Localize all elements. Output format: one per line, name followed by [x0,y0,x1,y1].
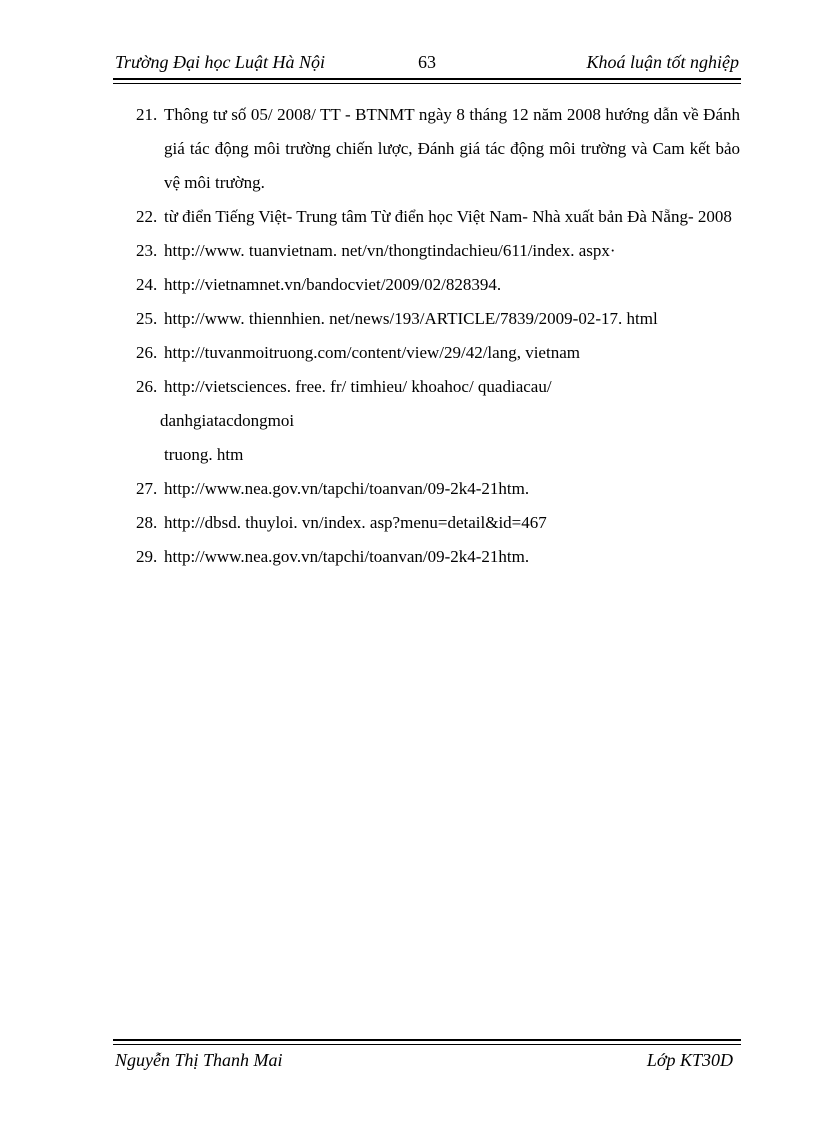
reference-number: 28. [136,513,158,532]
reference-text: http://vietnamnet.vn/bandocviet/2009/02/828394. [164,275,502,294]
reference-item [136,540,740,574]
reference-text: Thông tư số 05/ 2008/ TT - BTNMT ngày 8 tháng 12 năm 2008 hướng dẫn về Đánh giá tác động môi trường chiến lược, Đánh giá tác động môi trường và Cam kết bảo vệ môi trường. [164,105,740,192]
reference-text: http://www.nea.gov.vn/tapchi/toanvan/09-2k4-21htm. [164,547,530,566]
reference-item [136,234,740,268]
reference-number: 22. [136,207,158,226]
reference-text: http://dbsd. thuyloi. vn/index. asp?menu=detail&id=467 [164,513,547,532]
reference-continuation: truong. htm [164,445,244,464]
reference-number: 26. [136,343,158,362]
reference-item [136,268,740,302]
footer-author-name: Nguyễn Thị Thanh Mai [115,1050,283,1070]
header-school-name: Trường Đại học Luật Hà Nội [115,52,325,72]
reference-number: 25. [136,309,158,328]
reference-text: http://www.nea.gov.vn/tapchi/toanvan/09-2k4-21htm. [164,479,530,498]
reference-item [136,472,740,506]
reference-item [136,98,740,200]
reference-text: http://www. tuanvietnam. net/vn/thongtindachieu/611/index. aspx· [164,241,616,260]
reference-number: 26. [136,377,158,396]
reference-item [136,336,740,370]
reference-text: http://vietsciences. free. fr/ timhieu/ khoahoc/ quadiacau/ [164,377,552,396]
header-thesis-label: Khoá luận tốt nghiệp [586,52,739,72]
reference-item [136,302,740,336]
reference-number: 23. [136,241,158,260]
header-rule [113,78,741,84]
reference-item [136,506,740,540]
footer-rule [113,1039,741,1045]
reference-text: từ điển Tiếng Việt- Trung tâm Từ điển học Việt Nam- Nhà xuất bản Đà Nẵng- 2008 [164,207,732,226]
reference-number: 27. [136,479,158,498]
reference-list [136,98,740,574]
reference-text: http://tuvanmoitruong.com/content/view/29/42/lang, vietnam [164,343,580,362]
page-number: 63 [418,52,436,72]
reference-number: 21. [136,105,158,124]
page-header [113,52,741,78]
reference-number: 29. [136,547,158,566]
reference-item [136,370,740,404]
reference-item [136,200,740,234]
footer-class-label: Lớp KT30D [646,1050,733,1070]
reference-text: http://www. thiennhien. net/news/193/ARTICLE/7839/2009-02-17. html [164,309,658,328]
reference-continuation: danhgiatacdongmoi [160,411,295,430]
reference-number: 24. [136,275,158,294]
